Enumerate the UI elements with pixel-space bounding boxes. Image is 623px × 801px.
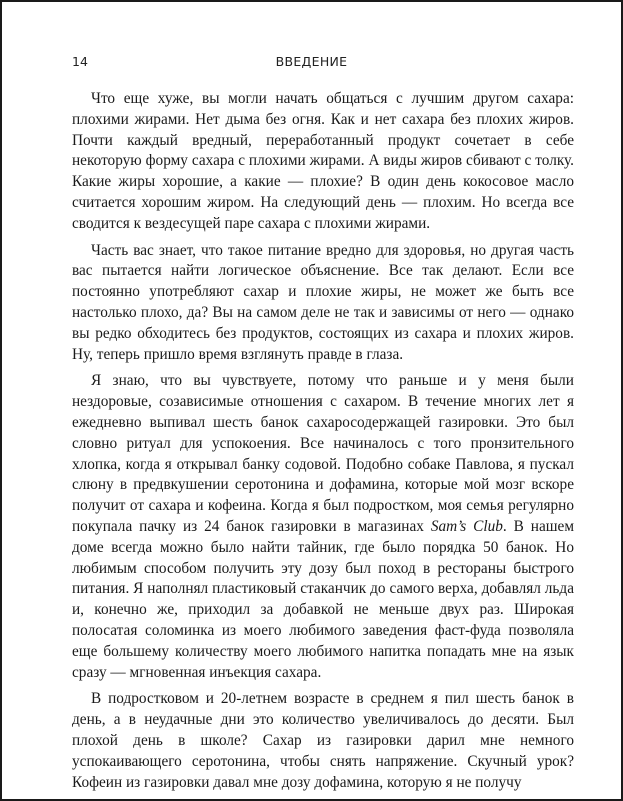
running-title: ВВЕДЕНИЕ	[275, 54, 348, 69]
paragraph	[72, 371, 574, 683]
paragraph: Что еще хуже, вы могли начать общаться с лучшим другом сахара: плохими жирами. Нет дыма без огня. Как и нет сахара без плохих жиров. Почти каждый вредный, переработанный продукт сочетает в себе некоторую форму сахара с плохими жирами. А виды жиров сбивают с толку. Какие жиры хорошие, а какие — плохие? В один день кокосовое масло считается хорошим жиром. На следующий день — плохим. Но всегда все сводится к вездесущей паре сахара с плохими жирами.	[72, 90, 574, 232]
paragraph: Часть вас знает, что такое питание вредно для здоровья, но другая часть вас пытается найти логическое объяснение. Все так делают. Если все постоянно употребляют сахар и плохие жиры, не может же быть все настолько плохо, да? Вы на самом деле не так и зависимы от него — однако вы редко обходитесь без продуктов, состоящих из сахара и плохих жиров. Ну, теперь пришло время взглянуть правде в глаза.	[72, 241, 574, 363]
page-header	[72, 54, 551, 74]
paragraph-text: Я знаю, что вы чувствуете, потому что раньше и у меня были нездоровые, созависимые отношения с сахаром. В течение многих лет я ежедневно выпивал шесть банок сахаросодержащей газировки. Это был словно ритуал для успокоения. Все начиналось с того пронзительного хлопка, когда я открывал банку содовой. Подобно собаке Павлова, я пускал слюну в предвкушении серотонина и дофамина, которые мой мозг вскоре получит от сахара и кофеина. Когда я был подростком, моя семья регулярно покупала пачку из 24 банок газировки в магазинах	[72, 372, 574, 535]
page-number: 14	[72, 54, 88, 69]
store-name: Sam’s Club	[430, 517, 503, 535]
paragraph-text: . В нашем доме всегда можно было найти тайник, где было порядка 50 банок. Но любимым способом получить эту дозу был поход в рестораны быстрого питания. Я наполнял пластиковый стаканчик до самого верха, добавлял льда и, конечно же, приходил за добавкой не меньше двух раз. Широкая полосатая соломинка из моего любимого заведения фаст-фуда позволяла еще большему количеству моего любимого напитка попадать мне на язык сразу — мгновенная инъекция сахара.	[72, 517, 574, 681]
paragraph: В подростковом и 20-летнем возрасте в среднем я пил шесть банок в день, а в неудачные дни это количество увеличивалось до десяти. Был плохой день в школе? Сахар из газировки дарил мне немного успокаивающего серотонина, чтобы снять напряжение. Скучный урок? Кофеин из газировки давал мне дозу дофамина, которую я не получу	[72, 690, 574, 791]
body-text	[72, 89, 574, 793]
